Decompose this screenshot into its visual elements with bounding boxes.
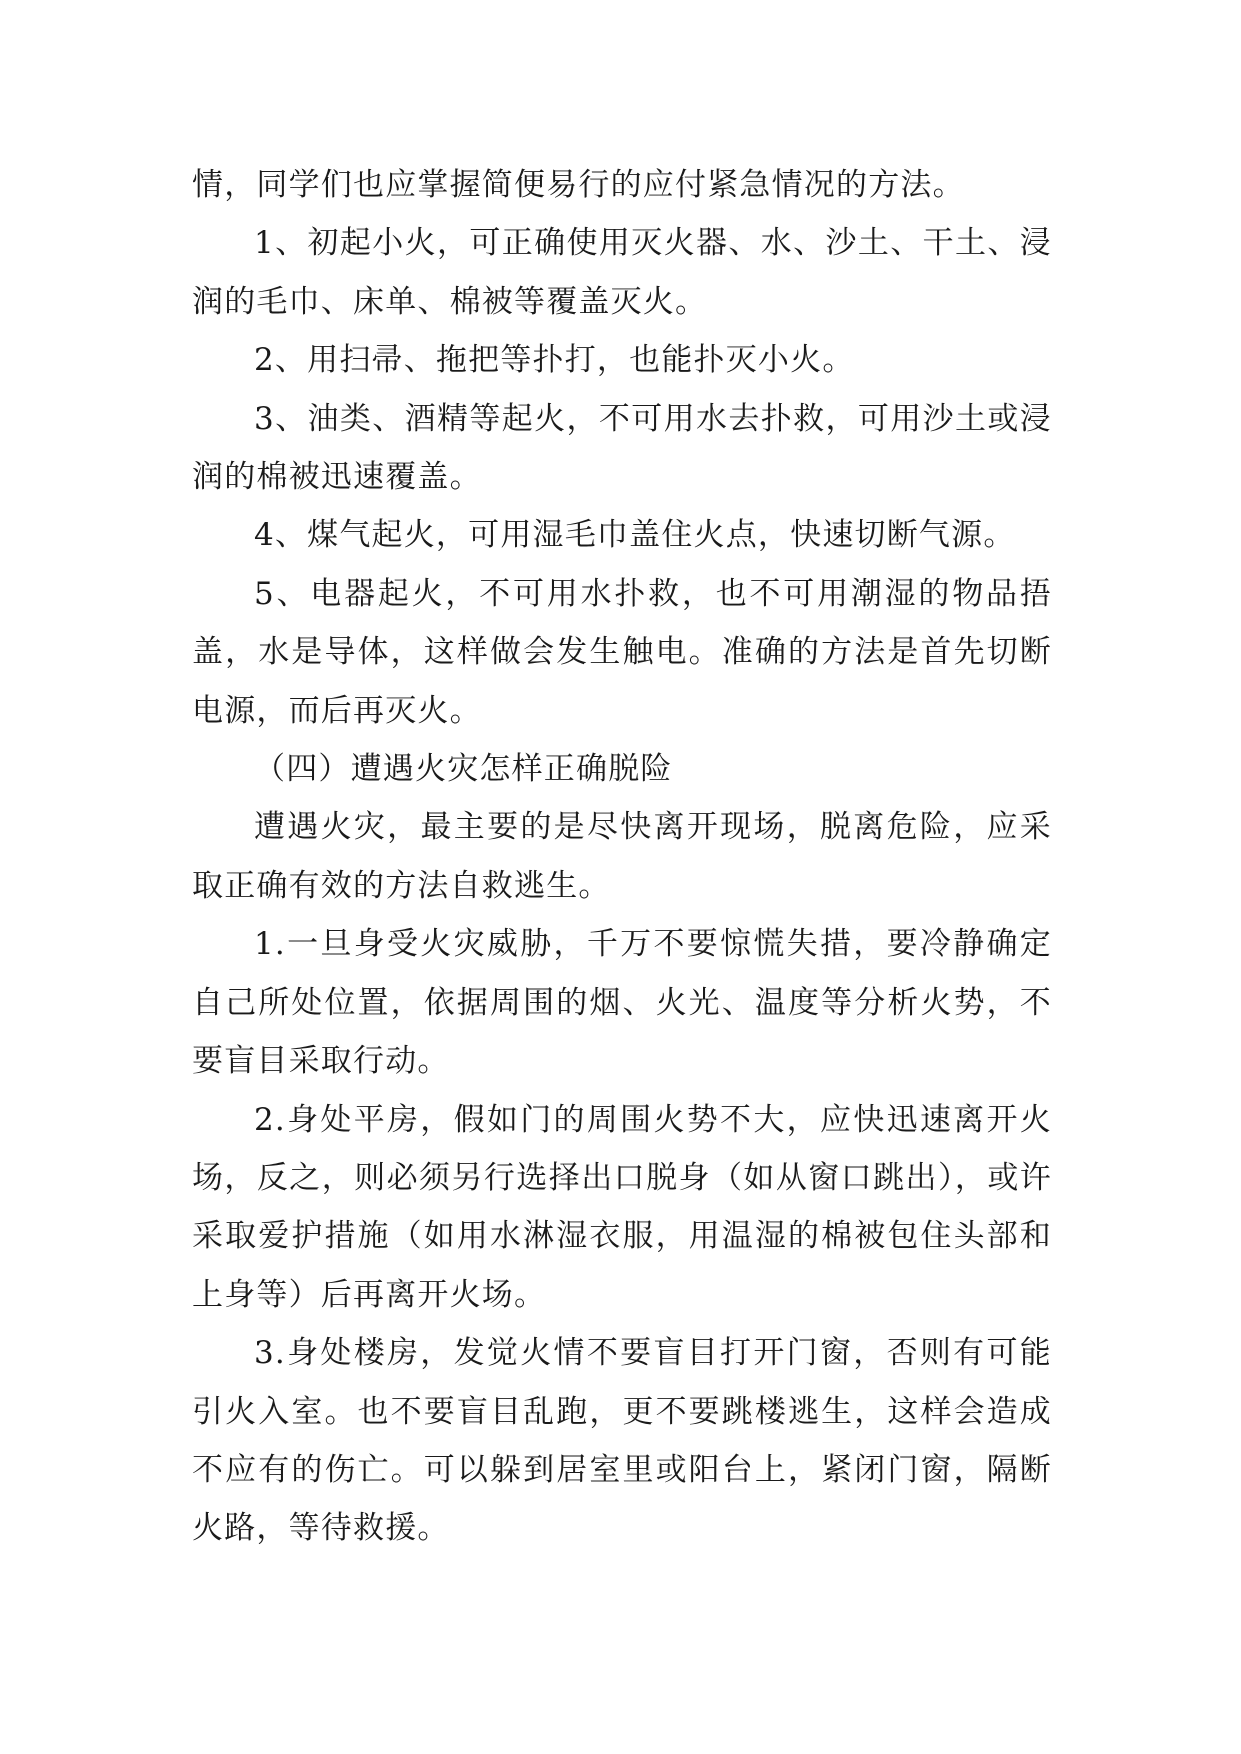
paragraph-escape-1: 1.一旦身受火灾威胁，千万不要惊慌失措，要冷静确定自己所处位置，依据周围的烟、火光、温度等分析火势，不要盲目采取行动。: [192, 926, 1052, 1080]
section-heading-escape: （四）遭遇火灾怎样正确脱险: [254, 751, 673, 788]
paragraph-item-3-oil-fire: 3、油类、酒精等起火，不可用水去扑救，可用沙土或浸润的棉被迅速覆盖。: [192, 400, 1052, 496]
paragraph-escape-intro: 遭遇火灾，最主要的是尽快离开现场，脱离危险，应采取正确有效的方法自救逃生。: [192, 809, 1052, 904]
paragraph-item-5-electrical-fire: 5、电器起火，不可用水扑救，也不可用潮湿的物品捂盖，水是导体，这样做会发生触电。准确的方法是首先切断电源，而后再灭火。: [192, 575, 1052, 729]
paragraph-item-1-small-fire: 1、初起小火，可正确使用灭火器、水、沙土、干土、浸润的毛巾、床单、棉被等覆盖灭火。: [192, 225, 1052, 320]
document-body: [192, 156, 1052, 1558]
paragraph-continuation: 情，同学们也应掌握简便易行的应付紧急情况的方法。: [192, 167, 965, 203]
paragraph-item-2-beat-out: 2、用扫帚、拖把等扑打，也能扑灭小火。: [254, 342, 855, 379]
paragraph-item-4-gas-fire: 4、煤气起火，可用湿毛巾盖住火点，快速切断气源。: [254, 517, 1016, 554]
paragraph-escape-2: 2.身处平房，假如门的周围火势不大，应快迅速离开火场，反之，则必须另行选择出口脱身（如从窗口跳出），或许采取爱护措施（如用水淋湿衣服，用温湿的棉被包住头部和上身等）后再离开火场。: [192, 1101, 1052, 1313]
paragraph-escape-3: 3.身处楼房，发觉火情不要盲目打开门窗，否则有可能引火入室。也不要盲目乱跑，更不要跳楼逃生，这样会造成不应有的伤亡。可以躲到居室里或阳台上，紧闭门窗，隔断火路，等待救援。: [192, 1335, 1052, 1547]
